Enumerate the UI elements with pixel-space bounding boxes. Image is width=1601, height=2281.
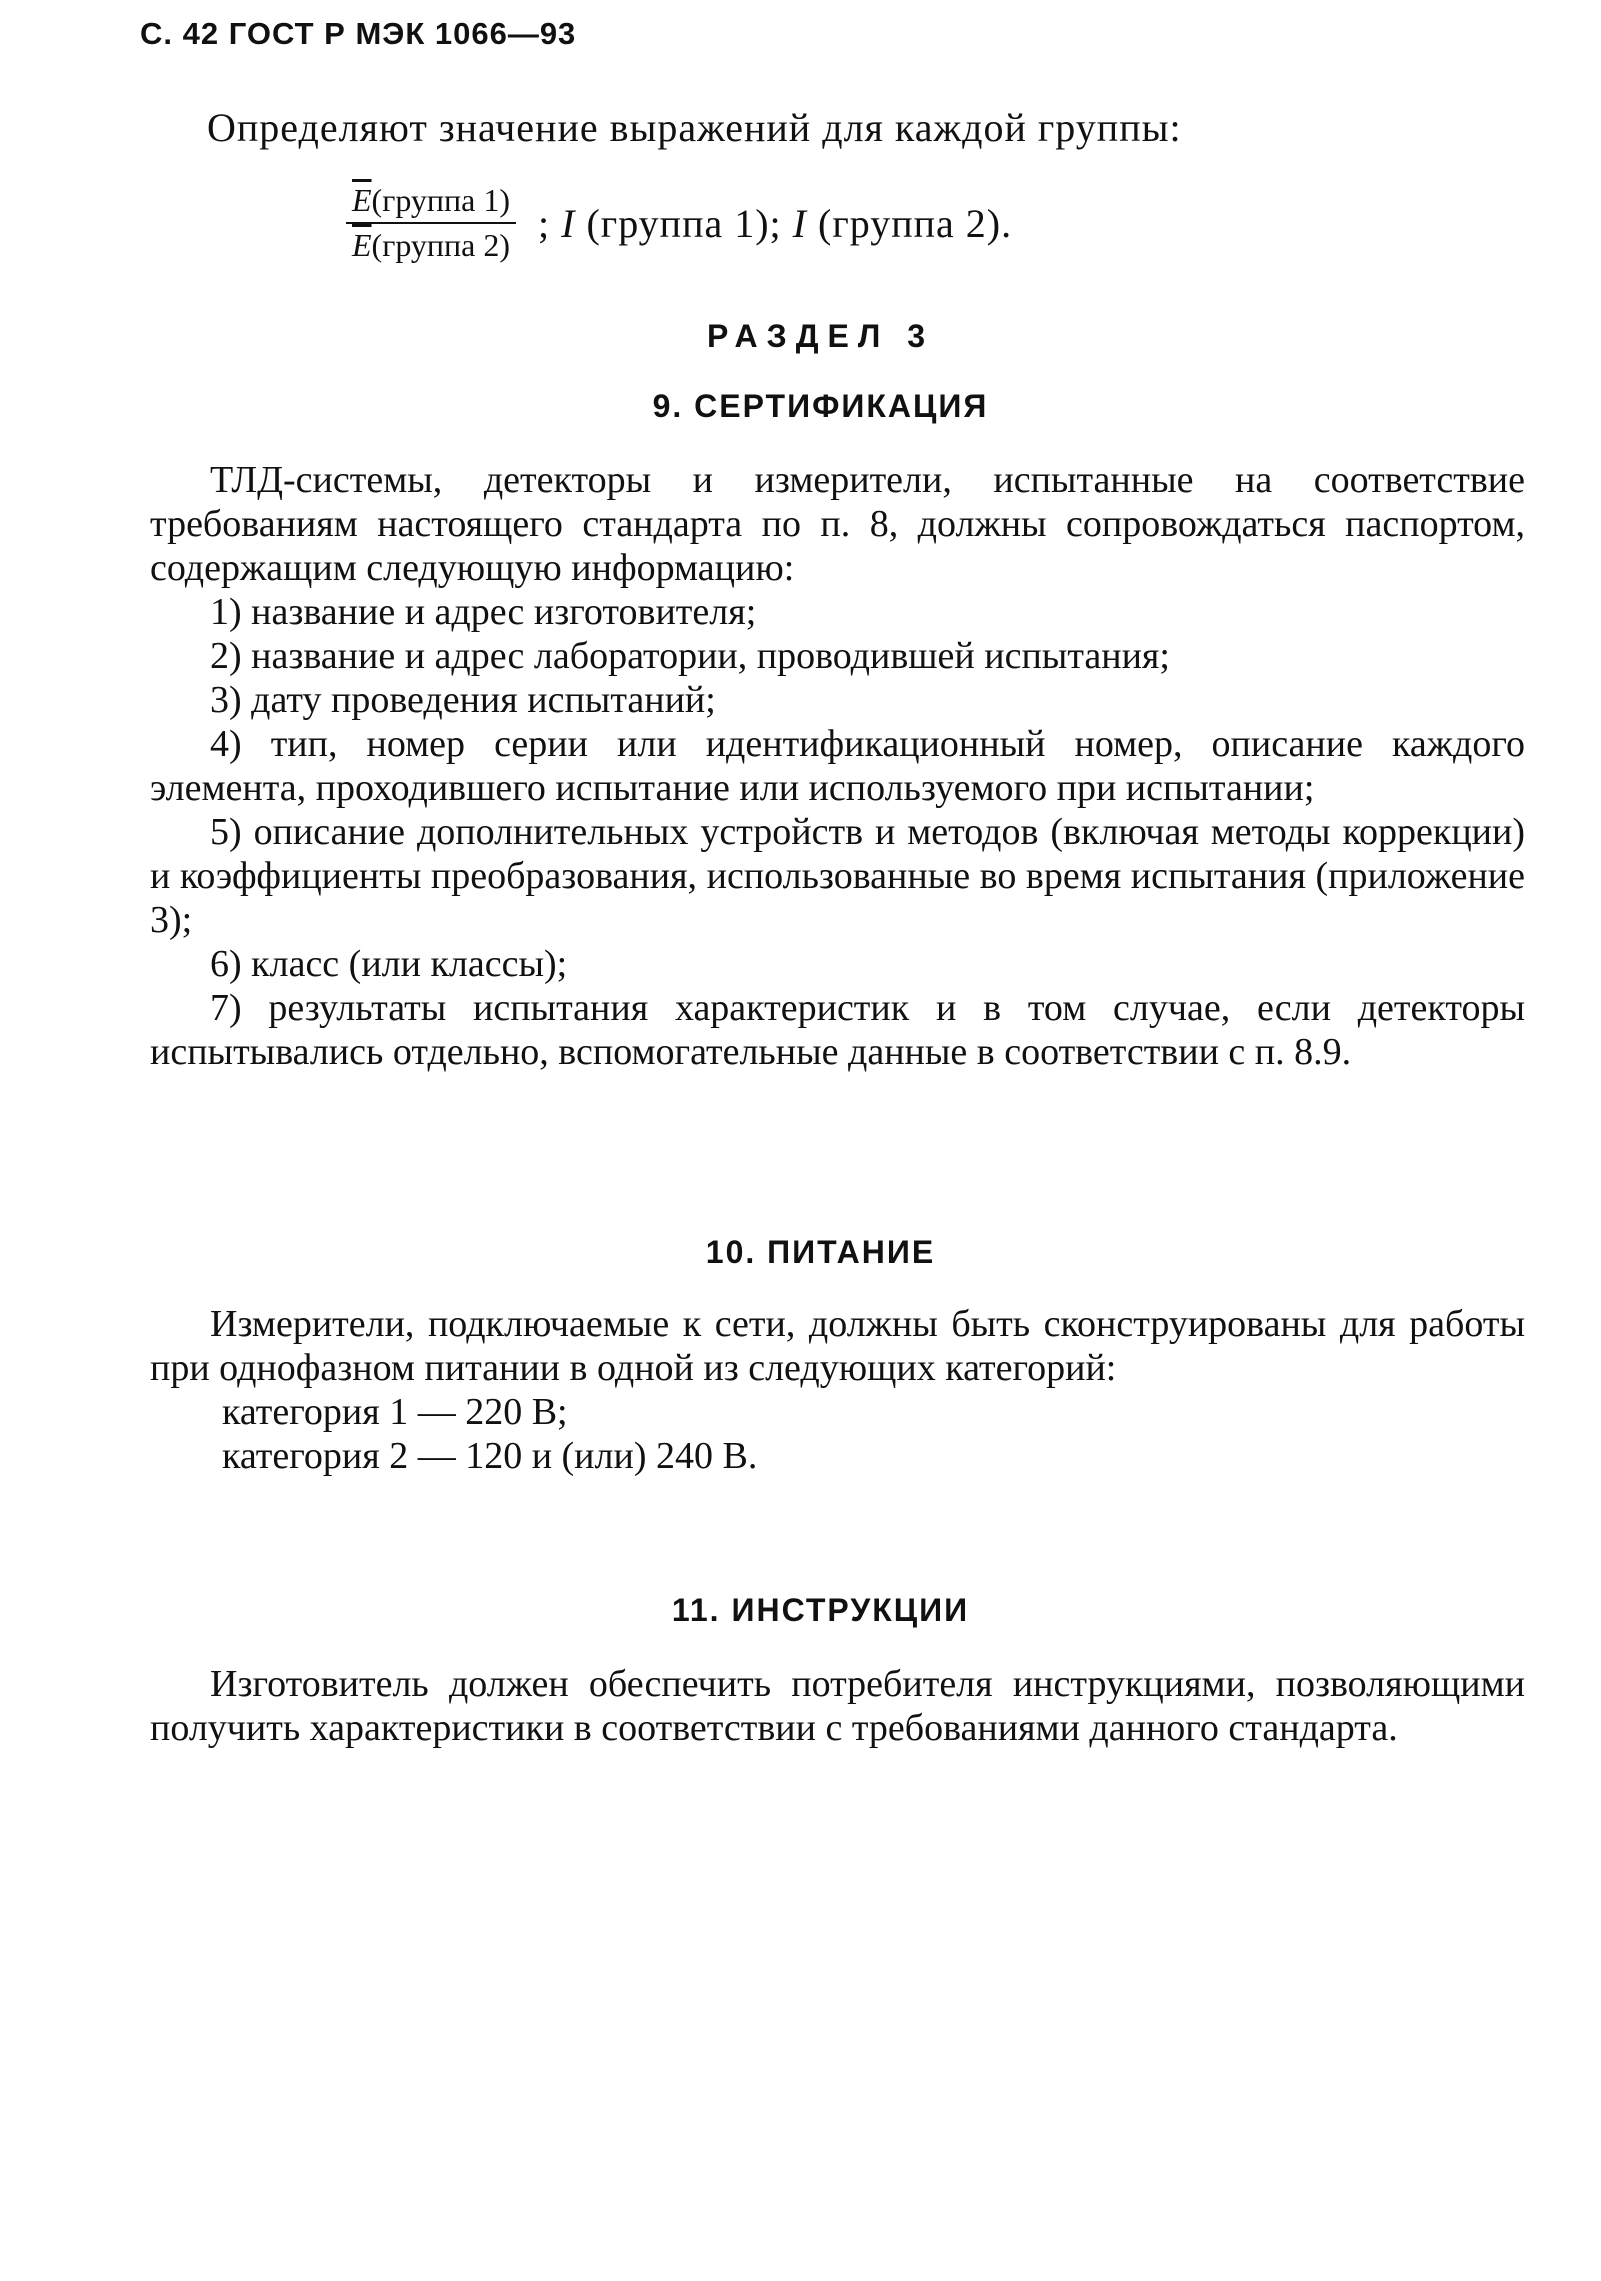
list-item: 4) тип, номер серии или идентификационный номер, описание каждого элемента, проходившего испытание или используемого при испытании;	[150, 723, 1525, 809]
razdel-heading: РАЗДЕЛ 3	[707, 318, 934, 354]
denominator-text: (группа 2)	[371, 227, 511, 263]
ratio-fraction	[346, 183, 516, 263]
section-9-paragraph: ТЛД-системы, детекторы и измерители, испытанные на соответствие требованиям настоящего стандарта по п. 8, должны сопровождаться паспортом, содержащим следующую информацию:	[150, 459, 1525, 589]
section-10-title: 10. ПИТАНИЕ	[705, 1234, 936, 1270]
section-10-body	[150, 1302, 1525, 1478]
list-item: 1) название и адрес изготовителя;	[210, 591, 757, 633]
intro-text: Определяют значение выражений для каждой группы:	[207, 105, 1182, 150]
denominator-symbol: $\overline{E}$	[352, 227, 372, 263]
section-9-title: 9. СЕРТИФИКАЦИЯ	[652, 388, 989, 424]
formula	[346, 168, 1012, 278]
category-line: категория 1 — 220 В;	[222, 1391, 568, 1433]
list-item: 3) дату проведения испытаний;	[210, 679, 716, 721]
i2-symbol: I	[792, 200, 807, 246]
section-11-title: 11. ИНСТРУКЦИИ	[671, 1592, 970, 1628]
page-header: С. 42 ГОСТ Р МЭК 1066—93	[140, 16, 577, 51]
i1-text: (группа 1);	[586, 200, 782, 246]
formula-separator: ;	[538, 200, 551, 246]
formula-rest	[538, 200, 1012, 247]
i2-text: (группа 2).	[818, 200, 1013, 246]
list-item: 5) описание дополнительных устройств и методов (включая методы коррекции) и коэффициенты преобразования, использованные во время испытания (приложение 3);	[150, 811, 1525, 941]
list-item: 7) результаты испытания характеристик и в том случае, если детекторы испытывались отдельно, вспомогательные данные в соответствии с п. 8.9.	[150, 987, 1525, 1073]
numerator-symbol: $\overline{E}$	[352, 181, 372, 218]
section-11-paragraph: Изготовитель должен обеспечить потребителя инструкциями, позволяющими получить характеристики в соответствии с требованиями данного стандарта.	[150, 1663, 1525, 1749]
list-item: 6) класс (или классы);	[210, 943, 568, 985]
category-line: категория 2 — 120 и (или) 240 В.	[222, 1435, 758, 1477]
list-item: 2) название и адрес лаборатории, проводившей испытания;	[210, 635, 1170, 677]
fraction-numerator	[346, 183, 516, 222]
section-11-body	[150, 1662, 1525, 1750]
i1-symbol: I	[561, 200, 576, 246]
section-10-paragraph: Измерители, подключаемые к сети, должны быть сконструированы для работы при однофазном питании в одной из следующих категорий:	[150, 1303, 1525, 1389]
numerator-text: (группа 1)	[371, 181, 511, 218]
fraction-denominator	[346, 222, 516, 263]
section-9-body	[150, 458, 1525, 1074]
